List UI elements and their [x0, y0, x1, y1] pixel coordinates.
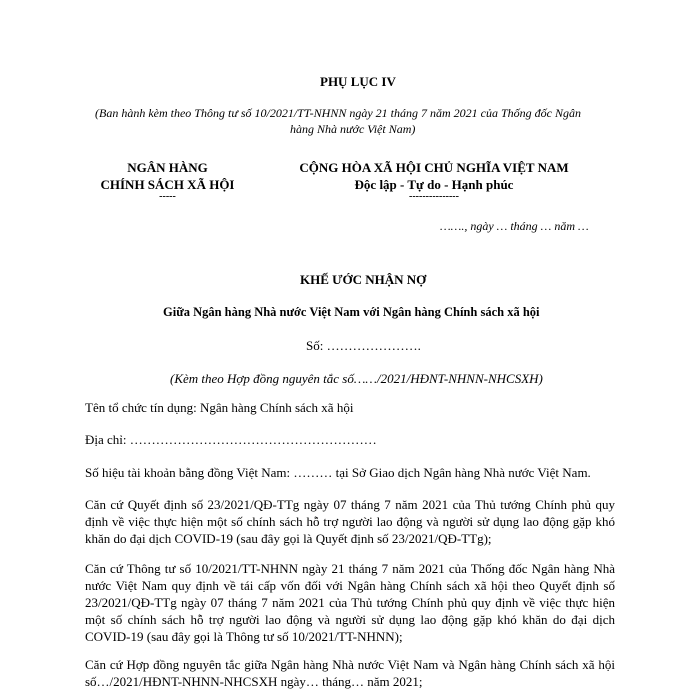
annex-title: PHỤ LỤC IV	[320, 74, 396, 89]
attached-contract-note: (Kèm theo Hợp đồng nguyên tắc số……/2021/HĐNT-NHNN-NHCSXH)	[170, 371, 543, 386]
issued-note-line2: hàng Nhà nước Việt Nam)	[290, 122, 416, 136]
document-title: KHẾ ƯỚC NHẬN NỢ	[300, 272, 427, 287]
document-subtitle: Giữa Ngân hàng Nhà nước Việt Nam với Ngân hàng Chính sách xã hội	[163, 305, 540, 319]
agency-name-line2: CHÍNH SÁCH XÃ HỘI	[100, 177, 235, 192]
institution-field: Tên tổ chức tín dụng: Ngân hàng Chính sách xã hội	[85, 400, 354, 415]
national-divider: ---------------	[409, 191, 459, 202]
date-line: ……., ngày … tháng … năm …	[440, 219, 589, 233]
basis-paragraph-3: Căn cứ Hợp đồng nguyên tắc giữa Ngân hàng Nhà nước Việt Nam và Ngân hàng Chính sách xã hội số…/2021/HĐNT-NHNN-NHCSXH ngày… tháng… năm 2021;	[85, 657, 615, 689]
issued-note-line1: (Ban hành kèm theo Thông tư số 10/2021/TT-NHNN ngày 21 tháng 7 năm 2021 của Thống đốc Ngân	[95, 106, 581, 120]
document-number: Số: ………………….	[306, 338, 421, 353]
agency-divider: -----	[159, 191, 176, 202]
account-field: Số hiệu tài khoản bằng đồng Việt Nam: ……… tại Sở Giao dịch Ngân hàng Nhà nước Việt Nam.	[85, 465, 591, 480]
basis-paragraph-2: Căn cứ Thông tư số 10/2021/TT-NHNN ngày 21 tháng 7 năm 2021 của Thống đốc Ngân hàng Nhà nước Việt Nam quy định về tái cấp vốn đối với Ngân hàng Chính sách xã hội theo Quyết định số 23/2021/QĐ-TTg ngày 07 tháng 7 năm 2021 của Thủ tướng Chính phủ quy định về việc thực hiện một số chính sách hỗ trợ người lao động và người sử dụng lao động gặp khó khăn do đại dịch COVID-19 (sau đây gọi là Thông tư số 10/2021/TT-NHNN);	[85, 561, 615, 644]
national-title: CỘNG HÒA XÃ HỘI CHỦ NGHĨA VIỆT NAM	[299, 160, 569, 175]
national-motto: Độc lập - Tự do - Hạnh phúc	[354, 177, 514, 192]
agency-name-line1: NGÂN HÀNG	[127, 160, 208, 175]
basis-paragraph-1: Căn cứ Quyết định số 23/2021/QĐ-TTg ngày 07 tháng 7 năm 2021 của Thủ tướng Chính phủ quy định về việc thực hiện một số chính sách hỗ trợ người lao động và người sử dụng lao động gặp khó khăn do đại dịch COVID-19 (sau đây gọi là Quyết định số 23/2021/QĐ-TTg);	[85, 497, 615, 546]
address-field: Địa chỉ: …………………………………………………	[85, 432, 377, 447]
